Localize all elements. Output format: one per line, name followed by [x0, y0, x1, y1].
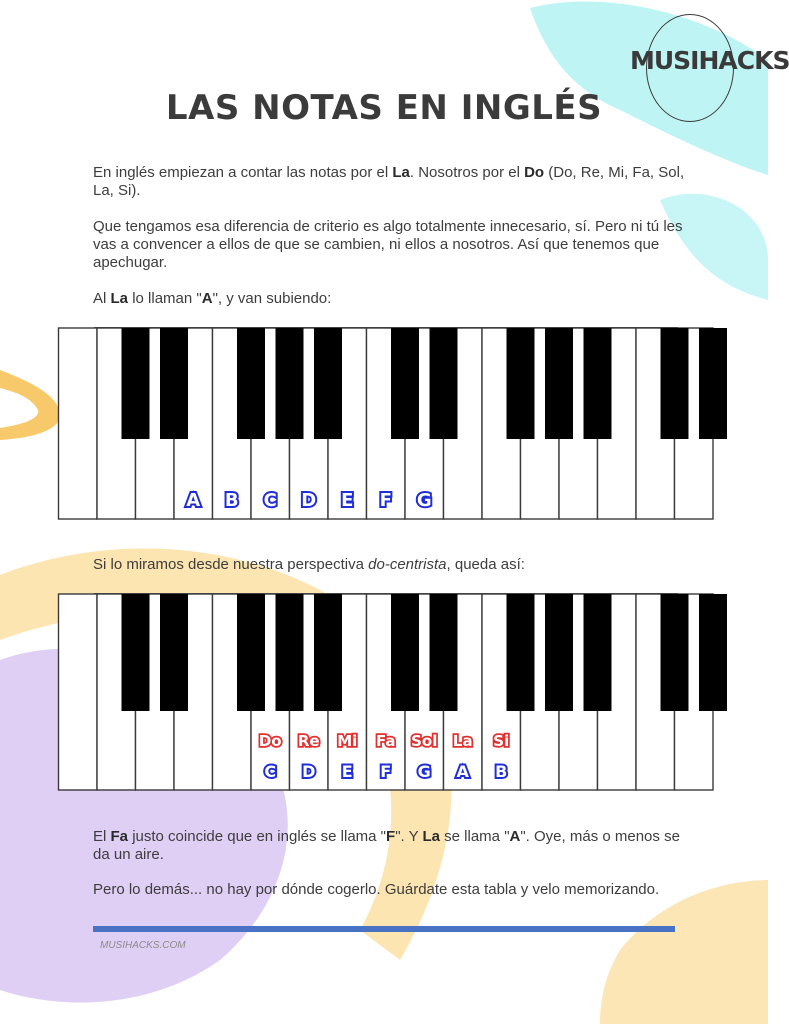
note-label-english: C: [263, 490, 277, 511]
note-label-english: E: [341, 490, 354, 511]
black-key: [661, 328, 689, 439]
black-key: [237, 594, 265, 711]
note-label-english: C: [264, 762, 277, 781]
note-label-english: B: [495, 762, 508, 781]
note-label-solfege: Do: [258, 732, 282, 750]
note-label-english: A: [456, 762, 469, 781]
keyboard-solfege-english: [94, 593, 678, 789]
note-label-english: G: [417, 762, 431, 781]
note-label-solfege: Si: [493, 732, 510, 750]
black-key: [507, 328, 535, 439]
black-key: [276, 328, 304, 439]
note-label-english: G: [416, 490, 432, 511]
note-label-english: F: [380, 762, 392, 781]
paragraph-memorize: Pero lo demás... no hay por dónde cogerlo. Guárdate esta tabla y velo memorizando.: [93, 881, 660, 898]
black-key: [237, 328, 265, 439]
black-key: [276, 594, 304, 711]
white-key: [59, 328, 98, 519]
black-key: [391, 328, 419, 439]
logo-text: MUSIHACKS: [630, 46, 789, 75]
black-key: [122, 594, 150, 711]
note-label-english: A: [186, 490, 201, 511]
black-key: [391, 594, 419, 711]
note-label-english: F: [379, 490, 392, 511]
paragraph-fa-la: El Fa justo coincide que en inglés se llama "F". Y La se llama "A". Oye, más o menos se da un aire.: [93, 828, 680, 863]
white-key: [59, 594, 98, 790]
note-label-solfege: La: [452, 732, 473, 750]
paragraph-do-centric: Si lo miramos desde nuestra perspectiva do-centrista, queda así:: [93, 556, 525, 573]
note-label-solfege: Re: [297, 732, 320, 750]
note-label-english: D: [302, 762, 316, 781]
black-key: [430, 594, 458, 711]
paragraph-la-is-a: Al La lo llaman "A", y van subiendo:: [93, 290, 332, 307]
keyboard-english-notes: [94, 327, 678, 518]
black-key: [584, 594, 612, 711]
note-label-solfege: Sol: [411, 732, 438, 750]
note-label-solfege: Fa: [376, 732, 396, 750]
black-key: [122, 328, 150, 439]
paragraph-intro: En inglés empiezan a contar las notas por el La. Nosotros por el Do (Do, Re, Mi, Fa, Sol, La, Si).: [93, 164, 685, 199]
footer-site: MUSIHACKS.COM: [100, 940, 186, 951]
black-key: [314, 328, 342, 439]
divider-bar: [93, 926, 675, 932]
black-key: [545, 594, 573, 711]
note-label-solfege: Mi: [337, 732, 358, 750]
note-label-english: B: [224, 490, 239, 511]
black-key: [314, 594, 342, 711]
black-key: [430, 328, 458, 439]
black-key: [507, 594, 535, 711]
black-key: [699, 594, 727, 711]
black-key: [661, 594, 689, 711]
note-label-english: D: [301, 490, 317, 511]
black-key: [160, 594, 188, 711]
page-title: LAS NOTAS EN INGLÉS: [165, 88, 603, 128]
paragraph-difference: Que tengamos esa diferencia de criterio es algo totalmente innecesario, sí. Pero ni tú les vas a convencer a ellos de que se cambien, ni ellos a nosotros. Así que tenemos que apechugar.: [93, 218, 683, 271]
black-key: [160, 328, 188, 439]
black-key: [545, 328, 573, 439]
black-key: [584, 328, 612, 439]
black-key: [699, 328, 727, 439]
note-label-english: E: [341, 762, 353, 781]
